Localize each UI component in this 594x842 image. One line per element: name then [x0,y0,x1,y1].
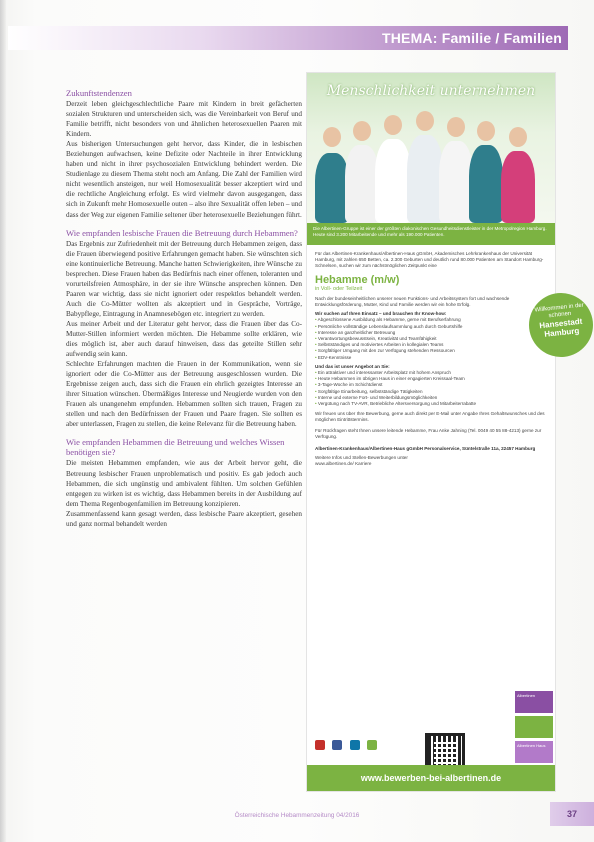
staff-photo [315,109,549,223]
ad-intro-text: Für das Albertinen-Krankenhaus/Albertinen-Haus gGmbH, Akademisches Lehrkrankenhaus der Universität Hamburg, mit zahlen 650 Betten, ca. 2.300 Geburten und deutlich rund 80.000 Patienten am Standort Hamburg-Schnelsen, suchen wir zum nächstmöglichen Zeitpunkt eine [315,251,544,269]
company-address: Albertinen-Krankenhaus/Albertinen-Haus gGmbH Personalservice, Süntelstraße 11a, 22457 Hamburg [315,446,536,452]
article-column [66,88,302,529]
job-subtitle: in Voll- oder Teilzeit [315,285,363,292]
list-item: • Heute Hebammen im übrigen Haus in einer engagierten Kreissaal-Team [315,376,549,382]
offer-list [315,370,549,407]
article-paragraph: Schlechte Erfahrungen machten die Frauen in der Kommunikation, wenn sie ignoriert oder die Co-Mütter aus der Betreuung ausgeschlossen wurden. Die Ergebnisse zeigen auch, dass sich die Frauen ein ehrlich gezeigtes Interesse an ihrer Situation wünschen. Übermäßiges Interesse und Neugierde wurden von den Frauen als unangenehm empfunden. Hebammen sollten sich trauen, Fragen zu stellen und nach den Bedürfnissen der Frauen und Paare fragen. Sie sollten es aber unterlassen, Fragen zu stellen, die keine Relevanz für die Betreuung haben. [66,360,302,429]
list-item: • Sorgfältiger Umgang mit den zur Verfügung stehenden Ressourcen [315,348,549,354]
list-item: • Verantwortungsbewusstsein, Kreativität und Teamfähigkeit [315,336,549,342]
xing-icon[interactable] [350,740,360,750]
albertinen-haus-box: Albertinen Haus [515,741,553,763]
job-title: Hebamme (m/w) [315,273,400,286]
facebook-icon[interactable] [332,740,342,750]
section-heading: Wie empfanden Hebammen die Betreuung und welches Wissen benötigen sie? [66,437,285,458]
footer-journal: Österreichische Hebammenzeitung 04/2016 [234,812,360,819]
list-item: • Ein attraktiver und interessanter Arbeitsplatz mit hohem Anspruch [315,370,549,376]
article-paragraph: Zusammenfassend kann gesagt werden, dass lesbische Paare akzeptiert, gesehen und ganz normal behandelt werden [66,509,302,528]
ad-description: Nach der bundeseinheitlichen unserer neuen Funktions- und Arbeitssystem fort und wachsende Entwicklungsförderung, Mutter, Kind und Familie werden wir ein hohe Erfolg. [315,295,510,308]
list-item: • Sorgfältige Einarbeitung, selbstständige Tätigkeiten [315,389,549,395]
more-info-text: Weitere Infos und Stellen-Bewerbungen unter www.albertinen.de/ Karriere [315,455,408,467]
offer-heading: Und das ist unser Angebot an Sie: [315,363,390,369]
ad-body [315,251,549,468]
list-item: • EDV-Kenntnisse [315,355,549,361]
section-heading: Zukunftstendenzen [66,88,132,98]
ad-closing: Wir freuen uns über Ihre Bewerbung, gerne auch direkt per E-Mail unter Angabe Ihres Gehaltswunsches und des möglichen Eintrittstermins. [315,411,545,423]
section-heading: Wie empfanden lesbische Frauen die Betreuung durch Hebammen? [66,227,298,238]
rss-icon[interactable] [367,740,377,750]
section-title: THEMA: Familie / Familien [381,30,562,46]
list-item: • Abgeschlossene Ausbildung als Hebamme, gerne mit Berufserfahrung [315,317,549,323]
requirements-list [315,317,549,360]
requirements-heading: Wir suchen auf Ihren Einsatz – und brauchen Ihr Know-how: [315,311,447,317]
youtube-icon[interactable] [315,740,325,750]
article-paragraph: Aus bisherigen Untersuchungen geht hervor, dass Kinder, die in lesbischen Beziehungen aufwachsen, keine Defizite oder Nachteile in ihrer Entwicklung haben und nicht in ihrer psychosozialen Entwicklung behindert werden. Die Studienlage zu diesem Thema steht noch am Anfang. Die Zahl der Familien wird nicht wesentlich ansteigen, nur weil Homosexualität besser akzeptiert wird und die rechtliche Angleichung erfolgt. Es wird vielmehr davon ausgegangen, dass sich in Zukunft mehr Homosexuelle outen – also ihre Sexualität offen leben – und dass der Weg zur eigenen Familie seltener über heterosexuelle Beziehungen führt. [66,140,303,219]
article-paragraph: Die meisten Hebammen empfanden, wie aus der Arbeit hervor geht, die Betreuung lesbischer Frauen unproblematisch und positiv. Es gab jedoch auch Hebammen, die sich ungünstig und ambivalent fühlten. Um solchen Gefühlen entgegen zu wirken ist es wichtig, dass Hebammen bereits in der Ausbildung auf dem Thema Regenbogenfamilien im Betreuung konzipieren. [66,459,302,508]
article-paragraph: Das Ergebnis zur Zufriedenheit mit der Betreuung durch Hebammen zeigen, dass die Frauen überwiegend positive Erfahrungen gemacht haben. Sie wünschten sich eine kontinuierliche Betreuung. Manche hatten Schwierigkeiten, ihre Wünsche zu besprechen. Diese Frauen haben das Bedürfnis nach einer offenen, toleranten und vorurteilsfreien Atmosphäre, in der sie ihre Wünsche ansprechen können. Den Paaren war wichtig, dass sie nicht ignoriert oder respektlos behandelt werden. Auch die Co-Mütter wollten als akzeptiert und in Gespräche, Vorträge, Babypflege, Eintragung in Anamnesebögen etc. integriert zu werden. [66,239,302,318]
contact-info: Für Rückfragen steht Ihnen unsere leitende Hebamme, Frau Anke Jahning (Tel. 0049 40 55 88-4213) gerne zur Verfügung. [315,427,542,439]
albertinen-green-box [515,716,553,738]
list-item: • Interne und externe Fort- und Weiterbildungsmöglichkeiten [315,395,549,401]
badge-big-text: Hansestadt Hamburg [538,316,583,339]
article-paragraph: Derzeit leben gleichgeschlechtliche Paare mit Kindern in breit gefächerten sozialen Strukturen und unterscheiden sich, was die Vereinbarkeit von Beruf und Familie betrifft, nicht besonders von und ähnlichen heterosexuellen Paaren mit Kindern. [66,100,302,139]
badge-small-text: Willkommen in der schönen [534,302,585,320]
article-paragraph: Aus meiner Arbeit und der Literatur geht hervor, dass die Frauen über das Co-Mutter-Stillen informiert werden möchten. Die Hebamme sollte erklären, wie dies möglich ist, aber auch darauf hinweisen, dass das geteilte Stillen sehr aufwendig sein kann. [66,319,302,359]
ad-photo-area [307,73,555,223]
list-item: • 3-Tage-Woche im Schichtdienst [315,382,549,388]
list-item: • Vergütung nach TV-AVR, Betriebliche Altersversorgung und Mitarbeiterrabatte [315,401,549,407]
job-advertisement [306,72,585,792]
list-item: • Selbstständiges und motiviertes Arbeiten in kollegialen Teams [315,342,549,348]
page-number: 37 [550,802,594,826]
career-url[interactable]: www.bewerben-bei-albertinen.de [307,765,555,791]
social-icons [315,737,380,755]
ad-intro-banner: Die Albertinen-Gruppe ist einer der größten diakonischen Gesundheitsdienstleister in der Metropolregion Hamburg. Heute sind 3.200 Mitarbeitende und mehr als 190.000 Patienten. [307,223,555,245]
albertinen-logo-box: Albertinen [515,691,553,713]
list-item: • Persönliche vollständige Lebenslaufsammlung auch durch Geburtshilfe [315,324,549,330]
page-fold-shadow [0,0,6,842]
ad-headline: Menschlichkeit unternehmen [326,83,536,99]
list-item: • Interesse an ganzheitlicher Betreuung [315,330,549,336]
